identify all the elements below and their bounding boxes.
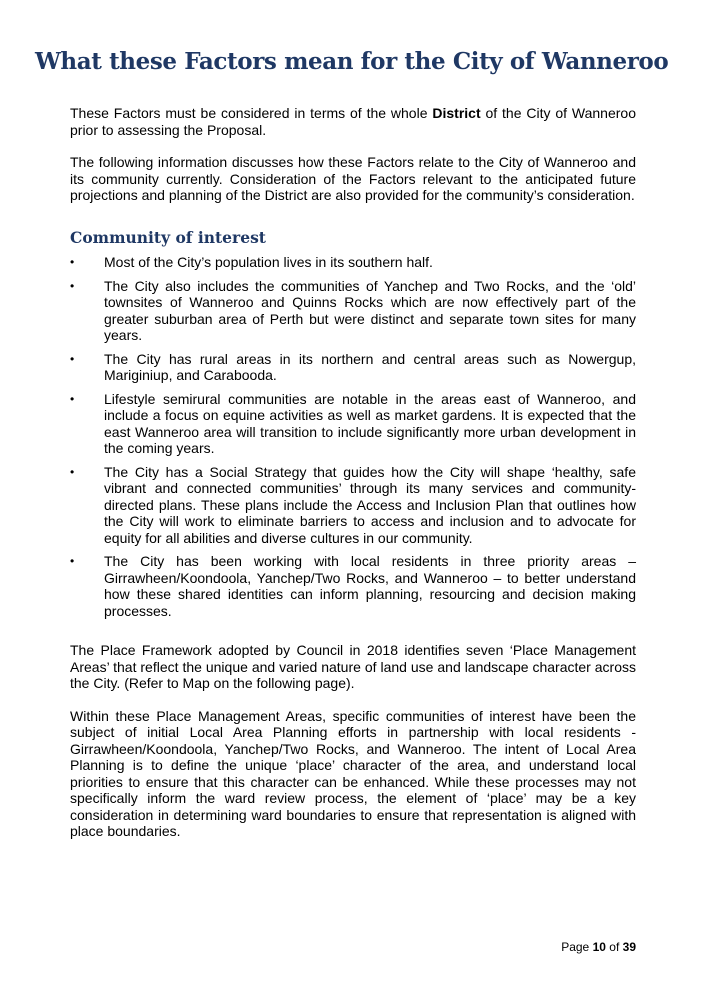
bullet-item <box>70 553 636 619</box>
factors-paragraph: The following information discusses how these Factors relate to the City of Wanneroo and its community currently. Consideration of the Factors relevant to the anticipated future projections and planning of the District are also provided for the community’s consideration. <box>70 154 636 203</box>
bullet-icon: • <box>70 255 75 269</box>
bullet-item <box>70 351 636 384</box>
bullet-text: The City has rural areas in its northern and central areas such as Nowergup, Mariginiup, and Carabooda. <box>104 350 636 383</box>
bullet-icon: • <box>70 464 75 479</box>
bullet-text: The City has a Social Strategy that guides how the City will shape ‘healthy, safe vibrant and connected communities’ through its many services and community-directed plans. These plans include the Access and Inclusion Plan that outlines how the City will work to eliminate barriers to access and inclusion and to advocate for equity for all abilities and diverse cultures in our community. <box>104 463 636 546</box>
intro-bold-district: District <box>432 105 481 121</box>
bullet-text: The City has been working with local residents in three priority areas – Girrawheen/Koondoola, Yanchep/Two Rocks, and Wanneroo – to better understand how these shared identities can inform planning, resourcing and decision making processes. <box>104 553 636 619</box>
page-title: What these Factors mean for the City of Wanneroo <box>35 48 669 75</box>
bullet-text: Most of the City’s population lives in its southern half. <box>104 254 433 270</box>
bullet-text: The City also includes the communities of Yanchep and Two Rocks, and the ‘old’ townsites of Wanneroo and Quinns Rocks which are now effectively part of the greater suburban area of Perth but were distinct and separate town sites for many years. <box>104 277 636 343</box>
intro-text-before: These Factors must be considered in terms of the whole <box>70 105 433 121</box>
intro-paragraph <box>70 105 636 138</box>
bullet-icon: • <box>70 391 75 406</box>
bullet-icon: • <box>70 554 75 568</box>
place-framework-paragraph: The Place Framework adopted by Council in 2018 identifies seven ‘Place Management Areas’ that reflect the unique and varied nature of land use and landscape character across the City. (Refer to Map on the following page). <box>70 642 636 691</box>
page-number <box>561 940 636 954</box>
page-total: 39 <box>622 940 636 954</box>
bullet-icon: • <box>70 351 75 366</box>
bullet-text: Lifestyle semirural communities are notable in the areas east of Wanneroo, and include a focus on equine activities as well as market gardens. It is expected that the east Wanneroo area will transition to include significantly more urban development in the coming years. <box>104 390 636 456</box>
section-heading-community-of-interest: Community of interest <box>70 227 266 247</box>
page-current: 10 <box>592 940 606 954</box>
bullet-item <box>70 254 636 271</box>
bullet-item <box>70 464 636 547</box>
bullet-item <box>70 391 636 457</box>
local-area-planning-paragraph: Within these Place Management Areas, specific communities of interest have been the subject of initial Local Area Planning efforts in partnership with local residents - Girrawheen/Koondoola, Yanchep/Two Rocks, and Wanneroo. The intent of Local Area Planning is to define the unique ‘place’ character of the area, and understand local priorities to ensure that this character can be enhanced. While these processes may not specifically inform the ward review process, the element of ‘place’ may be a key consideration in determining ward boundaries to ensure that representation is aligned with place boundaries. <box>70 707 636 839</box>
bullet-icon: • <box>70 278 75 293</box>
page-label: Page <box>561 940 590 954</box>
document-body <box>70 105 636 856</box>
page-of-label: of <box>609 940 620 954</box>
intro-text-after: of the City of Wanneroo prior to assessing the Proposal. <box>70 105 636 138</box>
bullet-item <box>70 278 636 344</box>
community-bullet-list <box>70 254 636 619</box>
